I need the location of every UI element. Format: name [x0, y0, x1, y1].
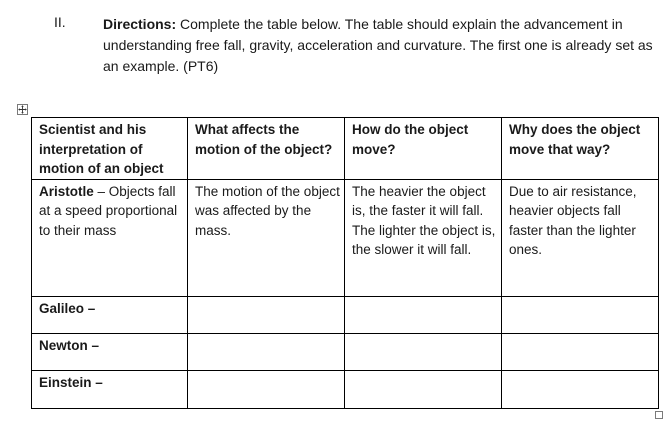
how-line-2: The lighter the object is, the slower it will fall. — [352, 222, 496, 257]
directions-paragraph — [103, 14, 663, 77]
how-line-1: The heavier the object is, the faster it will fall. — [352, 183, 486, 218]
cell-scientist-newton[interactable]: Newton – — [32, 333, 188, 370]
section-number: II. — [54, 14, 66, 30]
cell-why-einstein[interactable] — [502, 370, 659, 408]
table-row-einstein — [32, 370, 659, 408]
header-what-affects: What affects the motion of the object? — [188, 118, 345, 180]
cell-affects-einstein[interactable] — [188, 370, 345, 408]
cell-why-newton[interactable] — [502, 333, 659, 370]
cell-how-newton[interactable] — [345, 333, 502, 370]
cell-affects-galileo[interactable] — [188, 296, 345, 333]
cell-why-galileo[interactable] — [502, 296, 659, 333]
table-row-galileo — [32, 296, 659, 333]
cell-how-galileo[interactable] — [345, 296, 502, 333]
table-row-newton — [32, 333, 659, 370]
move-arrows-icon — [18, 105, 27, 114]
directions-text: Complete the table below. The table should explain the advancement in understanding free fall, gravity, acceleration and curvature. The first one is already set as an example. (PT6) — [103, 16, 653, 74]
header-how-move: How do the object move? — [345, 118, 502, 180]
header-scientist: Scientist and his interpretation of motion of an object — [32, 118, 188, 180]
directions-label: Directions: — [103, 16, 177, 32]
table-row-aristotle — [32, 179, 659, 296]
table-move-handle-icon[interactable] — [17, 104, 28, 115]
scientist-description: – Objects fall at a speed proportional to their mass — [39, 183, 178, 238]
table-resize-handle-icon[interactable] — [655, 411, 663, 419]
cell-scientist-aristotle[interactable] — [32, 179, 188, 296]
cell-how-einstein[interactable] — [345, 370, 502, 408]
cell-scientist-galileo[interactable]: Galileo – — [32, 296, 188, 333]
scientists-table — [31, 117, 659, 409]
cell-affects-newton[interactable] — [188, 333, 345, 370]
cell-why-aristotle[interactable]: Due to air resistance, heavier objects fall faster than the lighter ones. — [502, 179, 659, 296]
cell-how-aristotle[interactable] — [345, 179, 502, 296]
header-why-move: Why does the object move that way? — [502, 118, 659, 180]
cell-affects-aristotle[interactable]: The motion of the object was affected by the mass. — [188, 179, 345, 296]
scientist-name: Aristotle — [39, 183, 94, 199]
table-header-row — [32, 118, 659, 180]
cell-scientist-einstein[interactable]: Einstein – — [32, 370, 188, 408]
